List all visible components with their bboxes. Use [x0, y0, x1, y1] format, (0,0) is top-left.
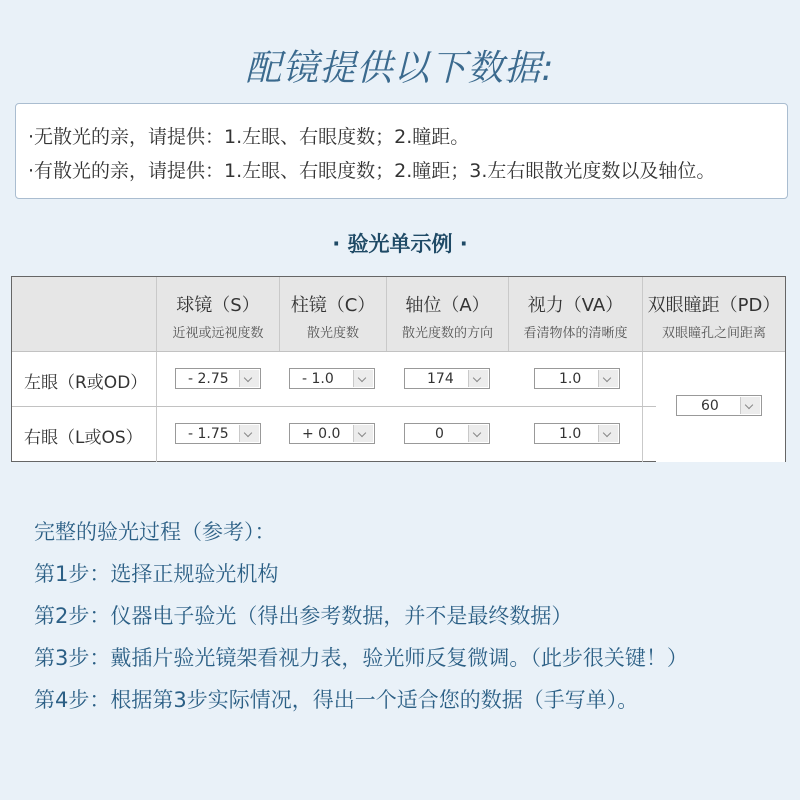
right-sphere-select[interactable] [175, 423, 261, 444]
left-va-select[interactable] [534, 368, 620, 389]
right-cylinder-value: + 0.0 [302, 426, 341, 442]
right-cylinder-select[interactable] [289, 423, 375, 444]
header-pd-desc: 双眼瞳孔之间距离 [661, 326, 766, 341]
left-va-value: 1.0 [559, 371, 582, 387]
left-cylinder-value: - 1.0 [302, 371, 334, 387]
left-axis-select[interactable] [404, 368, 490, 389]
chevron-down-icon [598, 370, 618, 387]
process-step-1: 第1步：选择正规验光机构 [34, 562, 279, 586]
chevron-down-icon [740, 397, 760, 414]
chevron-down-icon [468, 425, 488, 442]
left-sphere-value: - 2.75 [188, 371, 229, 387]
right-sphere-value: - 1.75 [188, 426, 229, 442]
notice-line-no-astigmatism: ·无散光的亲，请提供：1.左眼、右眼度数；2.瞳距。 [28, 126, 470, 148]
header-axis [386, 277, 508, 351]
table-header [12, 277, 785, 352]
left-axis-value: 174 [427, 371, 454, 387]
notice-box [15, 103, 788, 199]
pd-cell [656, 352, 785, 462]
process-list [34, 520, 688, 730]
prescription-table [11, 276, 786, 462]
process-step-4: 第4步：根据第3步实际情况，得出一个适合您的数据（手写单）。 [34, 688, 639, 712]
pd-value: 60 [701, 398, 719, 414]
right-va-value: 1.0 [559, 426, 582, 442]
header-pd-title: 双眼瞳距（PD） [647, 295, 781, 316]
chevron-down-icon [468, 370, 488, 387]
right-axis-select[interactable] [404, 423, 490, 444]
chevron-down-icon [239, 425, 259, 442]
row-label-left-eye: 左眼（R或OD） [24, 373, 148, 393]
chevron-down-icon [598, 425, 618, 442]
pd-select[interactable] [676, 395, 762, 416]
header-cylinder [279, 277, 386, 351]
header-axis-desc: 散光度数的方向 [401, 326, 493, 341]
header-pupil-distance [642, 277, 785, 351]
right-va-select[interactable] [534, 423, 620, 444]
row-label-right-eye: 右眼（L或OS） [24, 428, 143, 448]
header-visual-acuity [508, 277, 642, 351]
header-sphere-title: 球镜（S） [176, 295, 260, 316]
header-sphere [156, 277, 279, 351]
left-sphere-select[interactable] [175, 368, 261, 389]
process-step-3: 第3步：戴插片验光镜架看视力表，验光师反复微调。（此步很关键！） [34, 646, 688, 670]
header-va-desc: 看清物体的清晰度 [523, 326, 628, 341]
chevron-down-icon [239, 370, 259, 387]
header-axis-title: 轴位（A） [405, 295, 490, 316]
chevron-down-icon [353, 425, 373, 442]
notice-line-astigmatism: ·有散光的亲，请提供：1.左眼、右眼度数；2.瞳距；3.左右眼散光度数以及轴位。 [28, 160, 716, 182]
page-title: 配镜提供以下数据: [245, 48, 555, 89]
header-cylinder-title: 柱镜（C） [290, 295, 376, 316]
process-heading: 完整的验光过程（参考）： [34, 520, 276, 544]
header-va-title: 视力（VA） [527, 295, 624, 316]
header-sphere-desc: 近视或远视度数 [172, 326, 264, 341]
right-axis-value: 0 [435, 426, 444, 442]
left-cylinder-select[interactable] [289, 368, 375, 389]
header-cylinder-desc: 散光度数 [306, 326, 359, 341]
chevron-down-icon [353, 370, 373, 387]
section-subtitle: · 验光单示例 · [332, 232, 468, 256]
process-step-2: 第2步：仪器电子验光（得出参考数据，并不是最终数据） [34, 604, 573, 628]
